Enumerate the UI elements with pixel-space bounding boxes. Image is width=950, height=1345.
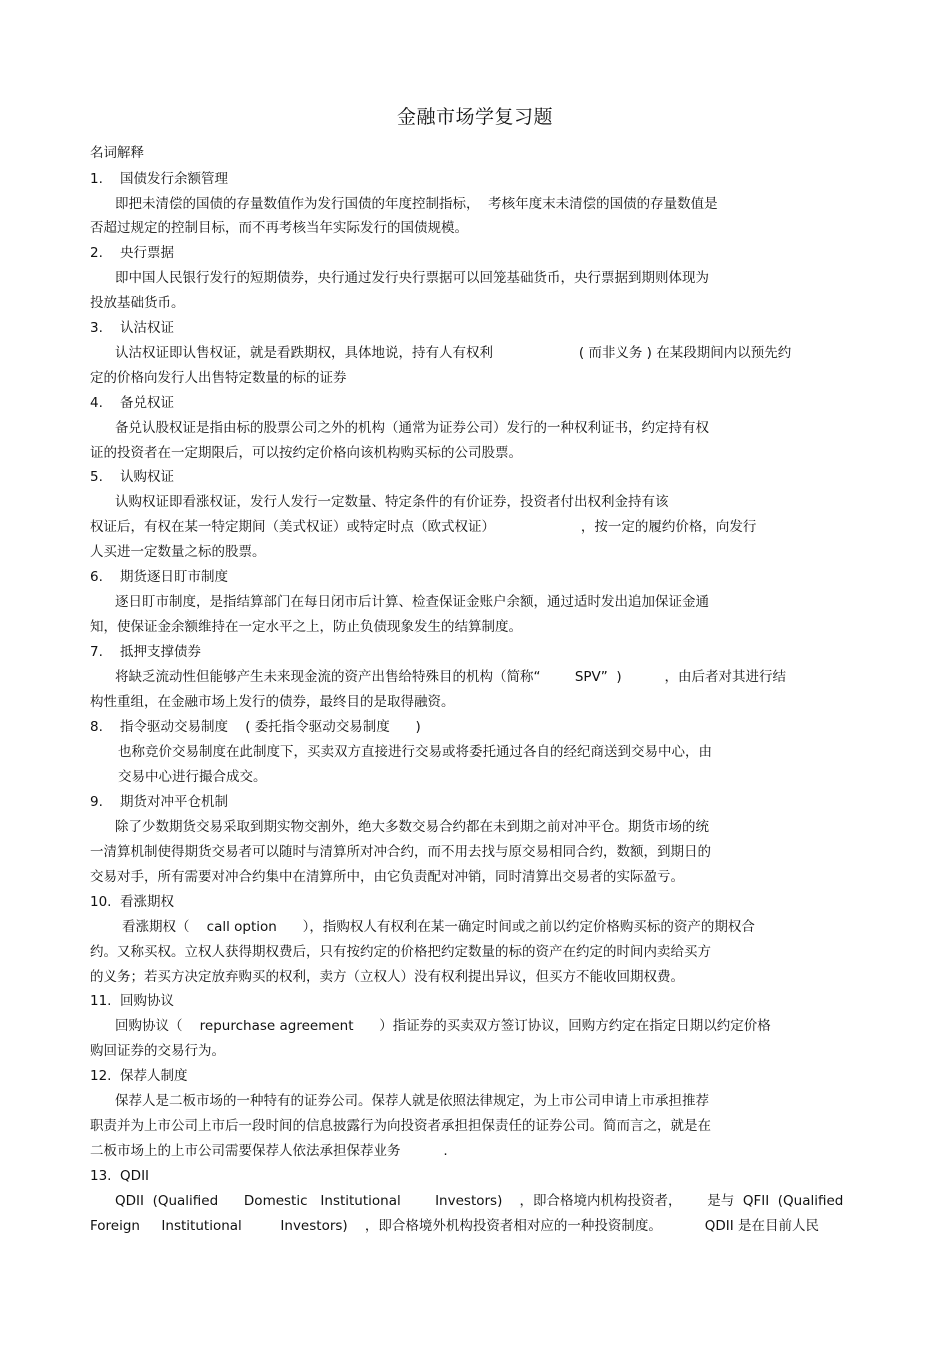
definition-line: 交易对手，所有需要对冲合约集中在清算所中，由它负责配对冲销，同时清算出交易者的实际盈亏。 xyxy=(90,869,684,885)
term-heading-8: 8. 指令驱动交易制度 ( 委托指令驱动交易制度 ) xyxy=(90,719,421,735)
definition-line: 约。又称买权。立权人获得期权费后，只有按约定的价格把约定数量的标的资产在约定的时间内卖给买方 xyxy=(90,944,711,960)
definition-line: 备兑认股权证是指由标的股票公司之外的机构（通常为证券公司）发行的一种权利证书，约定持有权 xyxy=(115,420,709,436)
term-heading-3: 3. 认沽权证 xyxy=(90,320,175,336)
term-heading-13: 13. QDII xyxy=(90,1168,150,1184)
term-heading-11: 11. 回购协议 xyxy=(90,993,175,1009)
term-heading-9: 9. 期货对冲平仓机制 xyxy=(90,794,229,810)
definition-line: 逐日盯市制度，是指结算部门在每日闭市后计算、检查保证金账户余额，通过适时发出追加保证金通 xyxy=(115,594,709,610)
definition-line: 一清算机制使得期货交易者可以随时与清算所对冲合约，而不用去找与原交易相同合约，数额，到期日的 xyxy=(90,844,711,860)
term-heading-4: 4. 备兑权证 xyxy=(90,395,175,411)
definition-line: 即中国人民银行发行的短期债券，央行通过发行央行票据可以回笼基础货币，央行票据到期则体现为 xyxy=(115,270,709,286)
definition-line: 否超过规定的控制目标，而不再考核当年实际发行的国债规模。 xyxy=(90,220,468,236)
section-heading: 名词解释 xyxy=(90,145,144,161)
definition-line: QDII (Qualified Domestic Institutional Investors) ，即合格境内机构投资者， 是与 QFII (Qualified xyxy=(115,1193,844,1209)
definition-line: 人买进一定数量之标的股票。 xyxy=(90,544,266,560)
definition-line: 也称竞价交易制度在此制度下，买卖双方直接进行交易或将委托通过各自的经纪商送到交易中心，由 xyxy=(118,744,712,760)
definition-line: 交易中心进行撮合成交。 xyxy=(118,769,267,785)
term-heading-12: 12. 保荐人制度 xyxy=(90,1068,188,1084)
definition-line: 定的价格向发行人出售特定数量的标的证券 xyxy=(90,370,347,386)
term-heading-6: 6. 期货逐日盯市制度 xyxy=(90,569,229,585)
definition-line: 即把未清偿的国债的存量数值作为发行国债的年度控制指标， 考核年度末未清偿的国债的存量数值是 xyxy=(115,196,718,212)
definition-line: 证的投资者在一定期限后，可以按约定价格向该机构购买标的公司股票。 xyxy=(90,445,522,461)
definition-line: 购回证券的交易行为。 xyxy=(90,1043,225,1059)
document-title: 金融市场学复习题 xyxy=(396,106,553,128)
definition-line: 看涨期权（ call option ），指购权人有权利在某一确定时间或之前以约定价格购买标的资产的期权合 xyxy=(122,919,755,935)
definition-line: 知，使保证金余额维持在一定水平之上，防止负债现象发生的结算制度。 xyxy=(90,619,522,635)
definition-line: 认购权证即看涨权证，发行人发行一定数量、特定条件的有价证券，投资者付出权利金持有该 xyxy=(115,494,669,510)
definition-line: 将缺乏流动性但能够产生未来现金流的资产出售给特殊目的机构（简称“ SPV” ) ，由后者对其进行结 xyxy=(115,669,787,685)
term-heading-5: 5. 认购权证 xyxy=(90,469,175,485)
definition-line: Foreign Institutional Investors) ，即合格境外机构投资者相对应的一种投资制度。 QDII 是在目前人民 xyxy=(90,1218,820,1234)
definition-line: 构性重组，在金融市场上发行的债券，最终目的是取得融资。 xyxy=(90,694,455,710)
term-heading-1: 1. 国债发行余额管理 xyxy=(90,171,229,187)
definition-line: 职责并为上市公司上市后一段时间的信息披露行为向投资者承担担保责任的证券公司。简而言之，就是在 xyxy=(90,1118,711,1134)
definition-line: 回购协议（ repurchase agreement ）指证券的买卖双方签订协议，回购方约定在指定日期以约定价格 xyxy=(115,1018,771,1034)
term-heading-2: 2. 央行票据 xyxy=(90,245,175,261)
term-heading-7: 7. 抵押支撑债券 xyxy=(90,644,202,660)
definition-line: 权证后，有权在某一特定期间（美式权证）或特定时点（欧式权证） ，按一定的履约价格，向发行 xyxy=(90,519,757,535)
definition-line: 的义务；若买方决定放弃购买的权利，卖方（立权人）没有权利提出异议，但买方不能收回期权费。 xyxy=(90,969,684,985)
definition-line: 除了少数期货交易采取到期实物交割外，绝大多数交易合约都在未到期之前对冲平仓。期货市场的统 xyxy=(115,819,709,835)
definition-line: 保荐人是二板市场的一种特有的证券公司。保荐人就是依照法律规定，为上市公司申请上市承担推荐 xyxy=(115,1093,709,1109)
definition-line: 认沽权证即认售权证，就是看跌期权，具体地说，持有人有权利 ( 而非义务 ) 在某段期间内以预先约 xyxy=(115,345,792,361)
term-heading-10: 10. 看涨期权 xyxy=(90,894,175,910)
definition-line: 二板市场上的上市公司需要保荐人依法承担保荐业务 . xyxy=(90,1143,448,1159)
definition-line: 投放基础货币。 xyxy=(90,295,185,311)
